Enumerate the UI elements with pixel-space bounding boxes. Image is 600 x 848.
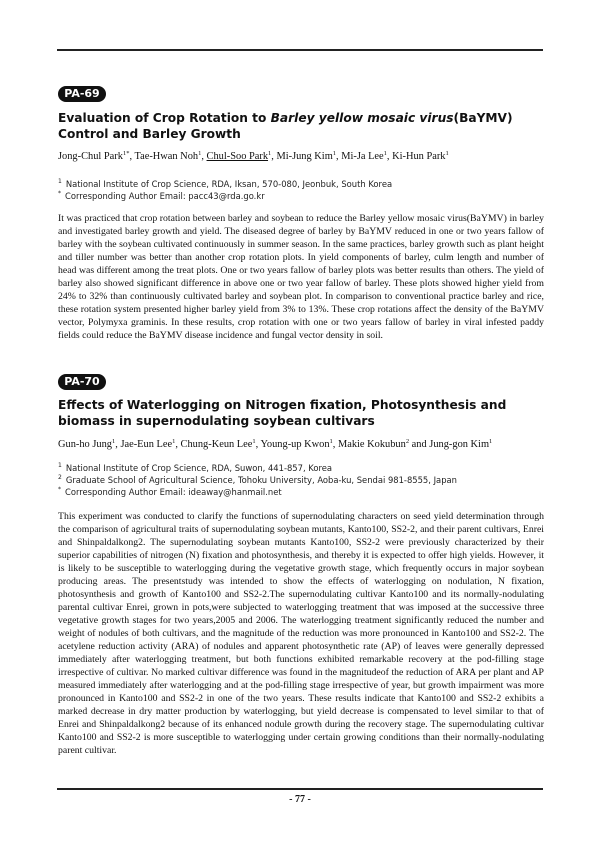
author-separator: , [336,151,342,162]
affiliation-mark: 1 [58,178,62,185]
affiliation-line [58,474,538,486]
affiliation-list [58,178,538,202]
affiliation-mark: * [58,190,61,197]
author-name: Mi-Jung Kim [276,151,333,162]
author-affiliation-mark: 1 [489,438,493,445]
paper-title [58,110,548,142]
affiliation-mark: * [58,486,61,493]
author-affiliation-mark: 1 [445,150,449,157]
affiliation-line [58,462,538,474]
author-name: Makie Kokubun [338,439,406,450]
paper-title [58,397,548,429]
top-rule [57,49,543,51]
author-separator: and [409,439,430,450]
affiliation-text: Corresponding Author Email: ideaway@hanmail.net [65,487,282,497]
author-separator: , [332,439,338,450]
author-name: Chung-Keun Lee [180,439,253,450]
author-affiliation-mark: 1* [122,150,130,157]
title-italic-virus: Barley yellow mosaic virus [270,111,454,125]
author-affiliation-mark: 1 [172,438,176,445]
author-separator: , [255,439,261,450]
affiliation-line [58,486,538,498]
author-affiliation-mark: 1 [252,438,256,445]
author-affiliation-mark: 1 [198,150,202,157]
author-affiliation-mark: 1 [111,438,116,445]
affiliation-mark: 1 [58,462,62,469]
author-name: Tae-Hwan Noh [134,151,199,162]
author-affiliation-mark: 1 [268,150,272,157]
author-separator: , [115,439,121,450]
abstract-text: This experiment was conducted to clarify the functions of supernodulating characters on seed yield determination through the comparison of agricultural traits of supernodulating soybean mutants, Kanto100, SS2-2, and their parent cultivars, Enrei and Shinpaldalkong2. The supernodulating soybean mutants Kanto100, SS2-2 were previously characterized by their superior capabilities of nitrogen (N) fixation and photosynthesis, and thereby it is expected to offer high yields. However, it is likely to be susceptible to waterlogging during the vegetative growth stage, which frequently occurs in major soybean producing areas. The presentstudy was intended to show the effects of waterlogging on nodulation, N fixation, photosynthesis and growth of Kanto100 and SS2-2.The supernodulating cultivar Kanto100 and its normally-nodulating parental cultivar Enrei, grown in pots,were subjected to waterlogging treatment that was imposed at the successive three vegetative growth stages for two years,2005 and 2006. The waterlogging treatment significantly reduced the number and weight of nodules of both cultivars, and the magnitude of the reduction was more pronounced in Kanto100 and SS2-2. The acetylene reduction activity (ARA) of nodules and apparent photosynthetic rate (AP) of leaves were generally depressed immediately after waterlogging treatment, but both functions exhibited remarkable recovery at the pod-filling stage irrespective of cultivar. No marked cultivar difference was found in the magnitudeof the reduction of ARA per plant and AP measured immediately after waterlogging and at the pod-filling stage irrespective of year, but growth impairment was more pronounced in Kanto100 and SS2-2 in one of the two years. These results indicate that Kanto100 and SS2-2 exhibits a marked decrease in dry matter production by waterlogging, but yield decrease is compensated to level similar to that of Enrei and Shinpaldalkong2 because of its enhanced nodule growth during the recovery stage. The supernodulating cultivar Kanto100 and SS2-2 is more susceptible to waterlogging under certain growing conditions than their normally-nodulating parent cultivar. [58,511,544,756]
author-name: Jong-Chul Park [58,151,123,162]
author-list [58,438,548,452]
author-affiliation-mark: 2 [405,438,410,445]
affiliation-line [58,178,538,190]
author-separator: , [386,151,393,162]
paper-code-badge: PA-70 [58,374,106,390]
author-list [58,150,548,164]
abstract-text: It was practiced that crop rotation between barley and soybean to reduce the Barley yellow mosaic virus(BaYMV) in barley and investigated barley growth and yield. The diseased degree of barley by BaYMV reduced in one or two years fallow of barley with the soybean cultivated continuously in summer season. In the same practices, barley growth such as plant height and tiller number was better than another crop rotation plots. In yield components of barley, culm length and number of head was different among the treat plots. One or two years fallow of barley plots was better results than others. The yield of barley also showed significant difference in above one or two year fallow of barley. These plots showed higher yield from 24% to 32% than continuously cultivated barley and soybean plot. In comparison to conventional practice barley and rice, these rotation system presented higher barley yield from 3% to 13%. These crop rotations affect the density of the BaYMV vector, Polymyxa graminis. In these results, crop rotation with one or two years fallow of barley in viral infested paddy fields could reduce the BaYMV disease incidence and fungal vector density in soil. [58,213,544,341]
title-text: Effects of Waterlogging on Nitrogen fixation, Photosynthesis and biomass in supernodulating soybean cultivars [58,398,507,428]
author-affiliation-mark: 1 [332,150,337,157]
affiliation-text: Graduate School of Agricultural Science, Tohoku University, Aoba-ku, Sendai 981-8555, Japan [65,475,457,485]
author-separator: , [271,151,277,162]
affiliation-list [58,462,538,498]
affiliation-line [58,190,538,202]
bottom-rule [57,788,543,790]
author-separator: , [201,151,207,162]
author-name: Jung-gon Kim [429,439,490,450]
author-separator: , [175,439,181,450]
author-affiliation-mark: 1 [383,150,387,157]
title-text: Evaluation of Crop Rotation to [58,111,271,125]
paper-code-badge: PA-69 [58,86,106,102]
author-name: Ki-Hun Park [392,151,446,162]
title-text-end: (BaYMV) Control and Barley Growth [58,111,513,141]
affiliation-text: National Institute of Crop Science, RDA, Suwon, 441-857, Korea [65,463,333,473]
affiliation-text: National Institute of Crop Science, RDA, Iksan, 570-080, Jeonbuk, South Korea [65,179,393,189]
author-separator: , [129,151,135,162]
author-name: Gun-ho Jung [58,439,112,450]
author-name: Mi-Ja Lee [341,151,384,162]
page-number: - 77 - [289,794,311,805]
affiliation-mark: 2 [58,474,62,481]
affiliation-text: Corresponding Author Email: pacc43@rda.go.kr [65,191,265,201]
author-name: Chul-Soo Park [206,151,269,162]
author-name: Young-up Kwon [260,439,330,450]
author-affiliation-mark: 1 [329,438,333,445]
author-name: Jae-Eun Lee [120,439,173,450]
